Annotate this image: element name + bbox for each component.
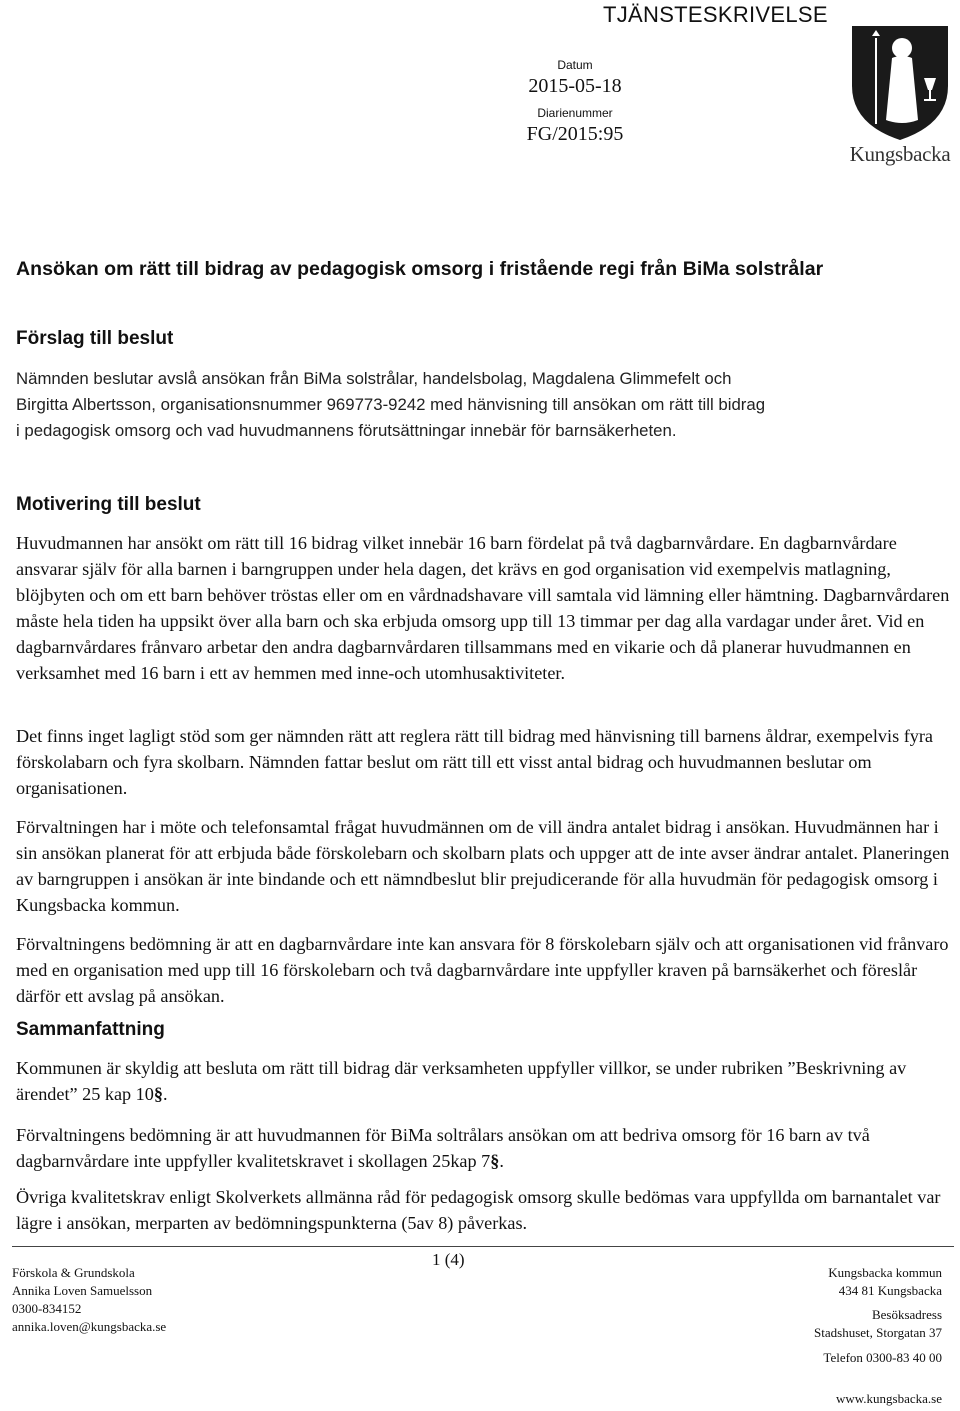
date-value: 2015-05-18 [528, 75, 622, 97]
footer-contact-phone: 0300-834152 [12, 1301, 82, 1316]
document-type: TJÄNSTESKRIVELSE [603, 2, 828, 27]
motivering-paragraph-1: Huvudmannen har ansökt om rätt till 16 bidrag vilket innebär 16 barn fördelat på två dagbarnvårdare. En dagbarnvårdare ansvarar själv för alla barnen i barngruppen under hela dagen, det krävs en god organisation vid exempelvis matlagning, blöjbyten och om ett barn behöver tröstas eller om en vårdnadshavare vill samtala vid lämning eller hämtning. Dagbarnvårdaren måste hela tiden ha uppsikt över alla barn och ska erbjuda omsorg upp till 13 timmar per dag alla vardagar under året. Vid en dagbarnvårdares frånvaro arbetar den andra dagbarnvårdaren tillsammans med en vikarie och då planerar huvudmannen en verksamhet med 16 barn i ett av hemmen med inne-och utomhusaktiviteter. [16, 533, 950, 683]
page-number: 1 (4) [432, 1250, 465, 1269]
motivering-paragraph-4: Förvaltningens bedömning är att en dagbarnvårdare inte kan ansvara för 8 förskolebarn själv och att organisationen vid frånvaro med en organisation med upp till 16 förskolebarn och två dagbarnvårdare inte uppfyller kraven på barnsäkerhet och föreslår därför ett avslag på ansökan. [16, 934, 949, 1006]
footer-visit [720, 1306, 942, 1342]
motivering-paragraph-2: Det finns inget lagligt stöd som ger nämnden rätt att reglera rätt till bidrag med hänvisning till barnens åldrar, exempelvis fyra förskolabarn och fyra skolbarn. Nämnden fattar beslut om rätt till ett visst antal bidrag och huvudmannen beslutar om organisationen. [16, 726, 933, 798]
paragraph-sign: § [490, 1151, 500, 1171]
section-heading-motivering: Motivering till beslut [16, 494, 201, 515]
footer-visit-label: Besöksadress [871, 1307, 942, 1322]
forslag-line: Nämnden beslutar avslå ansökan från BiMa solstrålar, handelsbolag, Magdalena Glimmefelt och [16, 369, 732, 388]
footer-divider [12, 1246, 954, 1247]
diary-value: FG/2015:95 [526, 123, 624, 145]
section-heading-forslag: Förslag till beslut [16, 328, 174, 349]
footer-contact [12, 1264, 166, 1336]
sammanfattning-p1-end: . [162, 1084, 168, 1104]
sammanfattning-p2-text: Förvaltningens bedömning är att huvudmannen för BiMa soltrålars ansökan om att bedriva omsorg för 16 barn av två dagbarnvårdare inte uppfyller kvalitetskravet i skollagen 25kap 7 [16, 1125, 870, 1171]
section-heading-sammanfattning: Sammanfattning [16, 1019, 165, 1040]
sammanfattning-p1-text: Kommunen är skyldig att besluta om rätt till bidrag där verksamheten uppfyller villkor, se under rubriken ”Beskrivning av ärendet” 25 kap 10 [16, 1058, 907, 1104]
document-title: Ansökan om rätt till bidrag av pedagogisk omsorg i fristående regi från BiMa solstrålar [16, 258, 824, 280]
footer-contact-name: Annika Loven Samuelsson [12, 1283, 153, 1298]
date-label: Datum [557, 58, 593, 72]
sammanfattning-paragraph-2 [16, 1122, 956, 1174]
footer-org-name: Kungsbacka kommun [828, 1265, 942, 1280]
diary-label: Diarienummer [537, 106, 613, 120]
municipality-logo [840, 24, 960, 166]
logo-wordmark: Kungsbacka [849, 142, 951, 166]
footer-phone: Telefon 0300-83 40 00 [823, 1350, 942, 1365]
footer-org [720, 1264, 942, 1300]
footer-org-postal: 434 81 Kungsbacka [838, 1283, 942, 1298]
sammanfattning-paragraph-3: Övriga kvalitetskrav enligt Skolverkets allmänna råd för pedagogisk omsorg skulle bedömas vara uppfyllda om barnantalet var lägre i ansökan, merparten av bedömningspunkterna (5av 8) påverkas. [16, 1187, 941, 1233]
motivering-paragraph-3: Förvaltningen har i möte och telefonsamtal frågat huvudmännen om de vill ändra antalet bidrag i ansökan. Huvudmännen har i sin ansökan planerat för att erbjuda både förskolebarn och skolbarn plats och uppger att de inte avser ändrar antalet. Planeringen av barngruppen i ansökan är inte bindande och ett nämndbeslut blir prejudicerande för alla huvudmän för pedagogisk omsorg i Kungsbacka kommun. [16, 817, 950, 915]
paragraph-sign: § [153, 1084, 163, 1104]
coat-of-arms-icon [840, 24, 960, 142]
sammanfattning-paragraph-1 [16, 1055, 956, 1107]
sammanfattning-p2-end: . [499, 1151, 504, 1171]
footer-contact-email[interactable]: annika.loven@kungsbacka.se [12, 1319, 167, 1334]
forslag-line: i pedagogisk omsorg och vad huvudmannens förutsättningar innebär för barnsäkerheten. [16, 421, 677, 440]
footer-website[interactable]: www.kungsbacka.se [835, 1391, 942, 1406]
forslag-line: Birgitta Albertsson, organisationsnummer 969773-9242 med hänvisning till ansökan om rätt till bidrag [16, 395, 766, 414]
forslag-text [16, 366, 956, 444]
footer-visit-address: Stadshuset, Storgatan 37 [814, 1325, 942, 1340]
footer-department: Förskola & Grundskola [12, 1265, 135, 1280]
